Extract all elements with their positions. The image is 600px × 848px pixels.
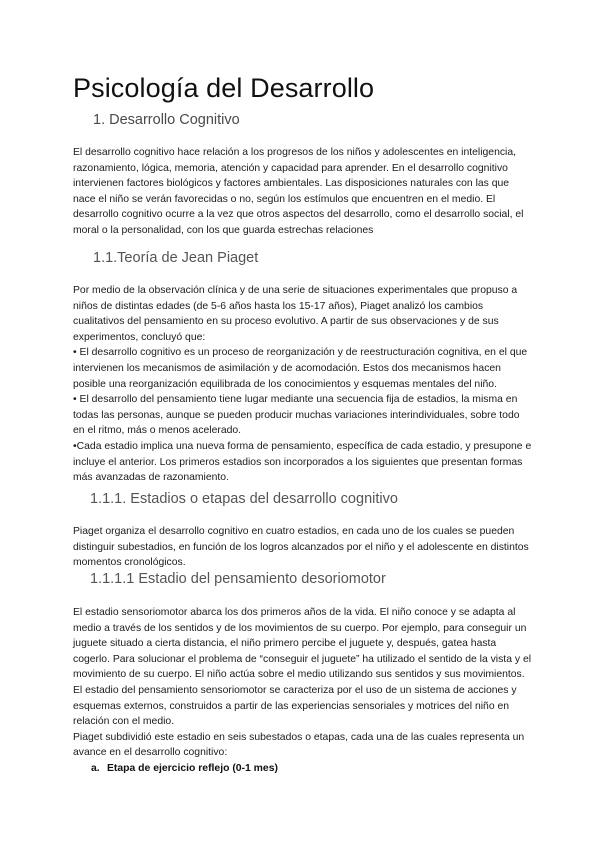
bullet-item: •Cada estadio implica una nueva forma de pensamiento, específica de cada estadio, y presupone e incluye el anterior. Los primeros estadios son incorporados a los siguientes que presentan formas más avanzadas de razonamiento.	[73, 440, 532, 484]
page-title: Psicología del Desarrollo	[73, 73, 375, 103]
list-item	[73, 761, 533, 777]
heading-teoria-piaget: 1.1.Teoría de Jean Piaget	[93, 250, 259, 266]
paragraph-text: Piaget subdividió este estadio en seis subestados o etapas, cada una de las cuales representa un avance en el desarrollo cognitivo:	[73, 731, 525, 759]
bullet-item: • El desarrollo del pensamiento tiene lugar mediante una secuencia fija de estadios, la misma en todas las personas, aunque se pueden producir muchas variaciones interindividuales, sobre todo en el ritmo, más o menos acelerado.	[73, 394, 520, 437]
paragraph-text: Piaget organiza el desarrollo cognitivo en cuatro estadios, en cada uno de los cuales se pueden distinguir subestadios, en función de los logros alcanzados por el niño y el adolescente en distintos momentos cronológicos.	[73, 526, 529, 569]
list-item-text: Etapa de ejercicio reflejo (0-1 mes)	[107, 762, 278, 774]
paragraph-text: El estadio sensoriomotor abarca los dos primeros años de la vida. El niño conoce y se adapta al medio a través de los sentidos y de los movimientos de su cuerpo. Por ejemplo, para conseguir un juguete situado a cierta distancia, el niño primero percibe el juguete y, después, gatea hasta cogerlo. Para solucionar el problema de “conseguir el juguete” ha utilizado el sentido de la vista y el movimiento de su cuerpo. El niño actúa sobre el medio utilizando sus sentidos y sus movimientos. El estadio del pensamiento sensoriomotor se caracteriza por el uso de un sistema de acciones y esquemas externos, construidos a partir de las experiencias sensoriales y motrices del niño en relación con el medio.	[73, 607, 532, 728]
heading-estadios: 1.1.1. Estadios o etapas del desarrollo cognitivo	[90, 491, 398, 507]
heading-estadio-sensoriomotor: 1.1.1.1 Estadio del pensamiento desoriomotor	[90, 571, 386, 587]
paragraph-sensoriomotor	[73, 605, 533, 777]
paragraph-estadios	[73, 524, 533, 571]
paragraph-intro	[73, 145, 533, 239]
paragraph-text: Por medio de la observación clínica y de una serie de situaciones experimentales que propuso a niños de distintas edades (de 5-6 años hasta los 15-17 años), Piaget analizó los cambios cualitativos del pensamiento en su proceso evolutivo. A partir de sus observaciones y de sus experimentos, concluyó que:	[73, 285, 518, 343]
paragraph-text: El desarrollo cognitivo hace relación a los progresos de los niños y adolescentes en inteligencia, razonamiento, lógica, memoria, atención y capacidad para aprender. En el desarrollo cognitivo intervienen factores biológicos y factores ambientales. Las disposiciones naturales con las que nace el niño se verán favorecidas o no, según los estímulos que encuentren en el medio. El desarrollo cognitivo ocurre a la vez que otros aspectos del desarrollo, como el desarrollo social, el moral o la personalidad, con los que guarda estrechas relaciones	[73, 147, 524, 236]
list-marker: a.	[91, 762, 100, 774]
heading-desarrollo-cognitivo: 1. Desarrollo Cognitivo	[93, 112, 240, 128]
paragraph-piaget	[73, 283, 533, 486]
bullet-item: • El desarrollo cognitivo es un proceso de reorganización y de reestructuración cognitiva, en el que intervienen los mecanismos de asimilación y de acomodación. Estos dos mecanismos hacen posible una reorganización equilibrada de los conocimientos y esquemas mentales del niño.	[73, 347, 528, 390]
